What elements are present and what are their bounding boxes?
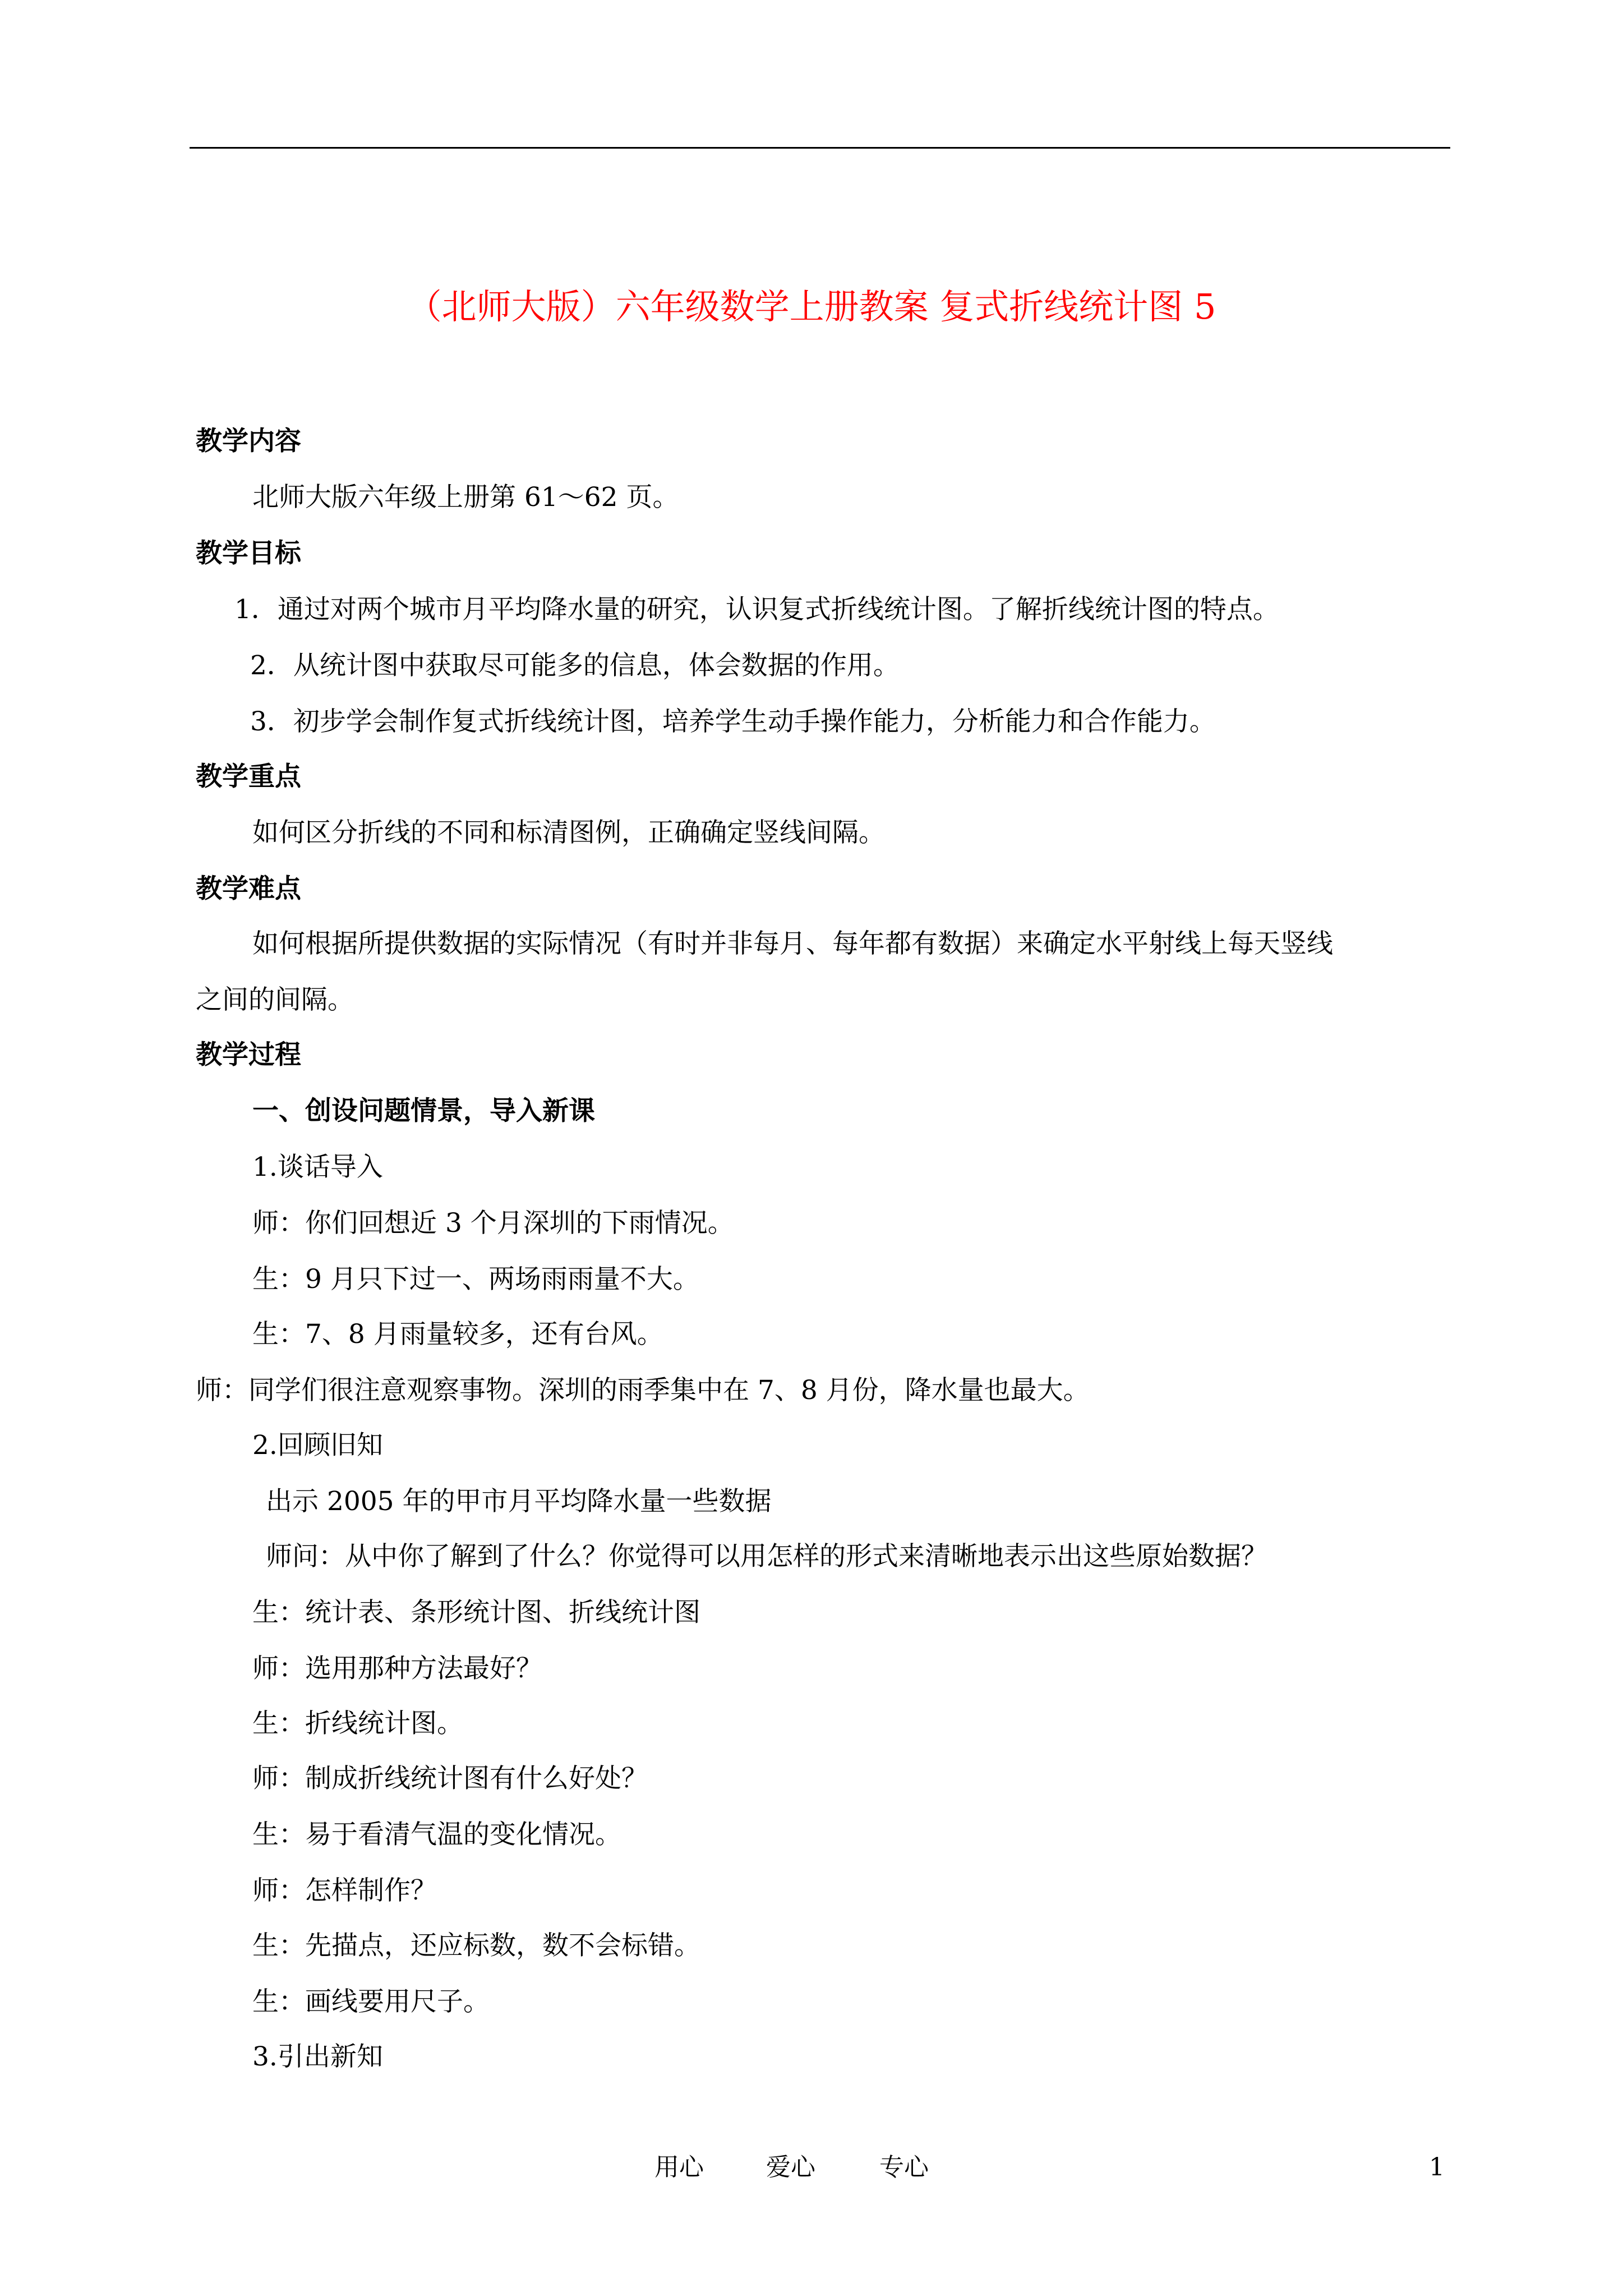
process-line: 生：画线要用尺子。 bbox=[252, 1986, 490, 2017]
process-line: 师问：从中你了解到了什么？你觉得可以用怎样的形式来清晰地表示出这些原始数据？ bbox=[266, 1541, 1267, 1572]
process-line: 师：制成折线统计图有什么好处？ bbox=[252, 1763, 648, 1794]
footer-word-3: 专心 bbox=[879, 2153, 929, 2182]
heading-teaching-goals: 教学目标 bbox=[196, 538, 301, 569]
process-line: 生：折线统计图。 bbox=[252, 1708, 463, 1739]
key-points-text: 如何区分折线的不同和标清图例，正确确定竖线间隔。 bbox=[252, 817, 885, 848]
heading-key-points: 教学重点 bbox=[196, 761, 301, 792]
goal-item-1: 1．通过对两个城市月平均降水量的研究，认识复式折线统计图。了解折线统计图的特点。 bbox=[234, 594, 1279, 625]
heading-difficulties: 教学难点 bbox=[196, 873, 301, 904]
page-number: 1 bbox=[1429, 2153, 1445, 2182]
goal-item-3: 3．初步学会制作复式折线统计图，培养学生动手操作能力，分析能力和合作能力。 bbox=[250, 706, 1216, 737]
process-line: 师：选用那种方法最好？ bbox=[252, 1653, 542, 1684]
footer-word-1: 用心 bbox=[654, 2153, 704, 2182]
difficulties-text-line2: 之间的间隔。 bbox=[196, 984, 354, 1015]
process-line: 生：7、8 月雨量较多，还有台风。 bbox=[252, 1319, 663, 1350]
heading-teaching-content: 教学内容 bbox=[196, 426, 301, 457]
process-line: 师：怎样制作？ bbox=[252, 1875, 437, 1906]
header-rule bbox=[190, 147, 1450, 149]
process-line: 生：统计表、条形统计图、折线统计图 bbox=[252, 1597, 700, 1628]
process-line: 3.引出新知 bbox=[252, 2041, 383, 2072]
process-line: 生：易于看清气温的变化情况。 bbox=[252, 1819, 621, 1850]
process-line: 生：先描点，还应标数，数不会标错。 bbox=[252, 1930, 700, 1961]
process-line: 1.谈话导入 bbox=[252, 1152, 383, 1182]
process-part1-heading: 一、创设问题情景，导入新课 bbox=[252, 1096, 595, 1126]
difficulties-text-line1: 如何根据所提供数据的实际情况（有时并非每月、每年都有数据）来确定水平射线上每天竖线 bbox=[252, 928, 1333, 959]
teaching-content-text: 北师大版六年级上册第 61～62 页。 bbox=[252, 482, 679, 513]
process-line: 出示 2005 年的甲市月平均降水量一些数据 bbox=[266, 1486, 772, 1517]
process-line: 生：9 月只下过一、两场雨雨量不大。 bbox=[252, 1264, 699, 1295]
heading-teaching-process: 教学过程 bbox=[196, 1039, 301, 1070]
process-line: 师：同学们很注意观察事物。深圳的雨季集中在 7、8 月份，降水量也最大。 bbox=[196, 1375, 1090, 1406]
process-line: 2.回顾旧知 bbox=[252, 1430, 383, 1461]
document-title: （北师大版）六年级数学上册教案 复式折线统计图 5 bbox=[407, 286, 1216, 327]
footer-word-2: 爱心 bbox=[766, 2153, 815, 2182]
goal-item-2: 2．从统计图中获取尽可能多的信息，体会数据的作用。 bbox=[250, 650, 900, 681]
process-line: 师：你们回想近 3 个月深圳的下雨情况。 bbox=[252, 1208, 734, 1239]
